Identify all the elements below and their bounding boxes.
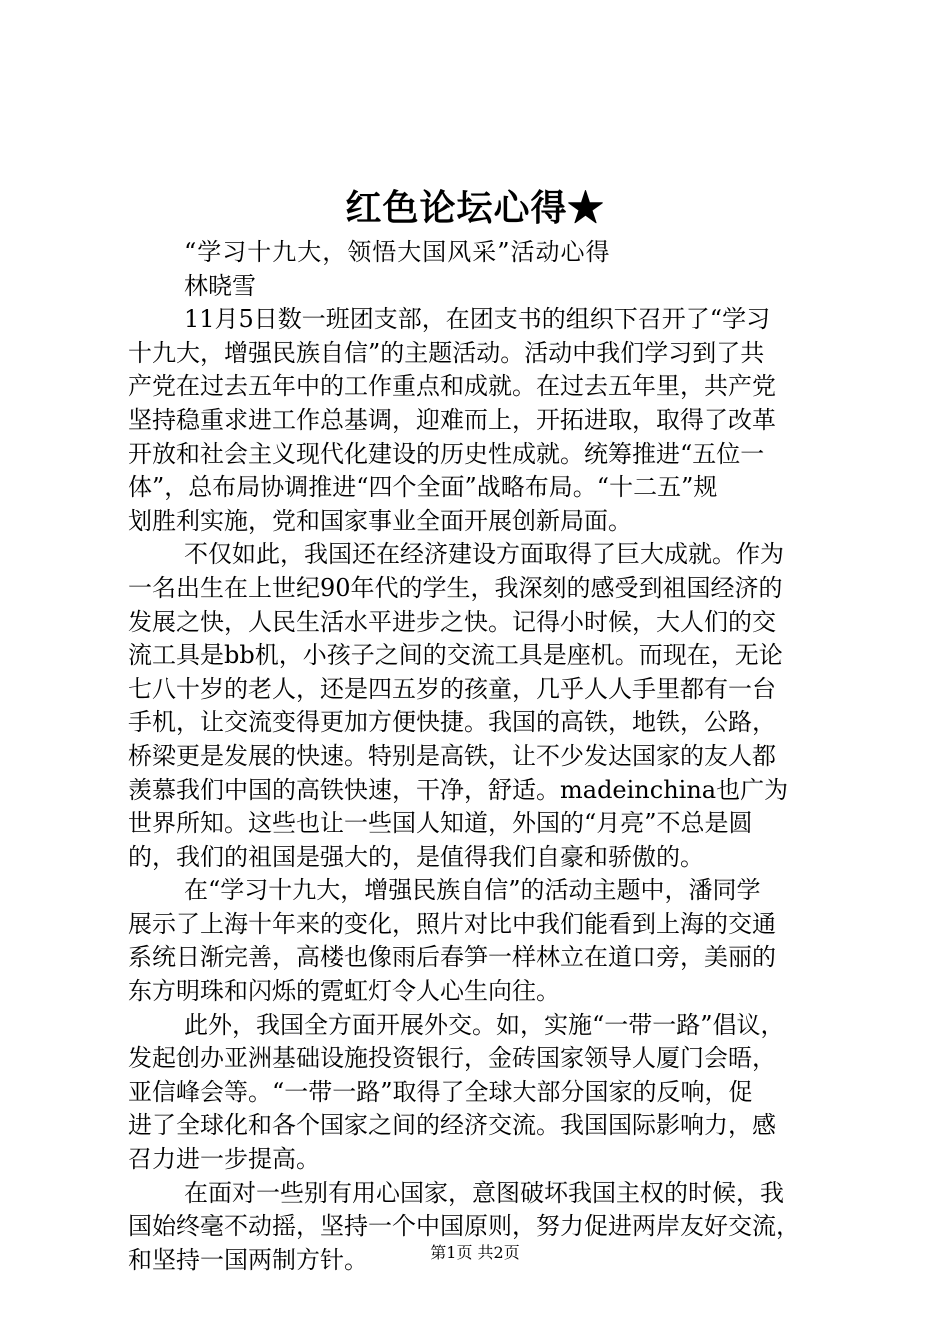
body-text-line: 桥梁更是发展的快速。特别是高铁，让不少发达国家的友人都 (128, 741, 776, 770)
body-text-line: 十九大，增强民族自信”的主题活动。活动中我们学习到了共 (128, 338, 765, 367)
body-text-line: 坚持稳重求进工作总基调，迎难而上，开拓进取，取得了改革 (128, 405, 776, 434)
body-text-line: 一名出生在上世纪90年代的学生，我深刻的感受到祖国经济的 (128, 573, 783, 602)
body-text-line: 发起创办亚洲基础设施投资银行，金砖国家领导人厦门会晤， (128, 1044, 776, 1073)
document-body (128, 236, 834, 1277)
body-lines (128, 303, 834, 1277)
body-text-line: 亚信峰会等。“一带一路”取得了全球大部分国家的反响，促 (128, 1077, 753, 1106)
body-text-line: 的，我们的祖国是强大的，是值得我们自豪和骄傲的。 (128, 842, 704, 871)
body-text-line: 召力进一步提高。 (128, 1145, 320, 1174)
document-author: 林晓雪 (184, 271, 256, 300)
body-text-line: 流工具是bb机，小孩子之间的交流工具是座机。而现在，无论 (128, 641, 783, 670)
body-text-line: 七八十岁的老人，还是四五岁的孩童，几乎人人手里都有一台 (128, 674, 776, 703)
body-text-line: 不仅如此，我国还在经济建设方面取得了巨大成就。作为 (184, 540, 784, 569)
page-number-footer: 第1页 共2页 (430, 1243, 520, 1262)
body-text-line: 产党在过去五年中的工作重点和成就。在过去五年里，共产党 (128, 372, 776, 401)
body-text-line: 和坚持一国两制方针。 (128, 1245, 368, 1274)
body-text-line: 世界所知。这些也让一些国人知道，外国的“月亮”不总是圆 (128, 809, 753, 838)
body-text-line: 手机，让交流变得更加方便快捷。我国的高铁，地铁，公路， (128, 708, 776, 737)
body-text-line: 在面对一些别有用心国家，意图破坏我国主权的时候，我 (184, 1178, 784, 1207)
document-title: 红色论坛心得★ (345, 187, 605, 229)
body-text-line: 进了全球化和各个国家之间的经济交流。我国国际影响力，感 (128, 1111, 776, 1140)
body-text-line: 开放和社会主义现代化建设的历史性成就。统筹推进“五位一 (128, 439, 765, 468)
body-text-line: 11月5日数一班团支部，在团支书的组织下召开了“学习 (184, 305, 771, 334)
body-text-line: 划胜利实施，党和国家事业全面开展创新局面。 (128, 506, 632, 535)
document-subtitle: “学习十九大，领悟大国风采”活动心得 (184, 238, 611, 266)
body-text-line: 系统日渐完善，高楼也像雨后春笋一样林立在道口旁，美丽的 (128, 943, 776, 972)
body-text-line: 羡慕我们中国的高铁快速，干净，舒适。madeinchina也广为 (128, 775, 789, 804)
body-text-line: 此外，我国全方面开展外交。如，实施“一带一路”倡议， (184, 1010, 785, 1039)
body-text-line: 国始终毫不动摇，坚持一个中国原则，努力促进两岸友好交流， (128, 1212, 800, 1241)
body-text-line: 东方明珠和闪烁的霓虹灯令人心生向往。 (128, 977, 560, 1006)
body-text-line: 在“学习十九大，增强民族自信”的活动主题中，潘同学 (184, 876, 761, 905)
body-text-line: 体”，总布局协调推进“四个全面”战略布局。“十二五”规 (128, 473, 718, 502)
body-text-line: 发展之快，人民生活水平进步之快。记得小时候，大人们的交 (128, 607, 776, 636)
body-text-line: 展示了上海十年来的变化，照片对比中我们能看到上海的交通 (128, 909, 776, 938)
